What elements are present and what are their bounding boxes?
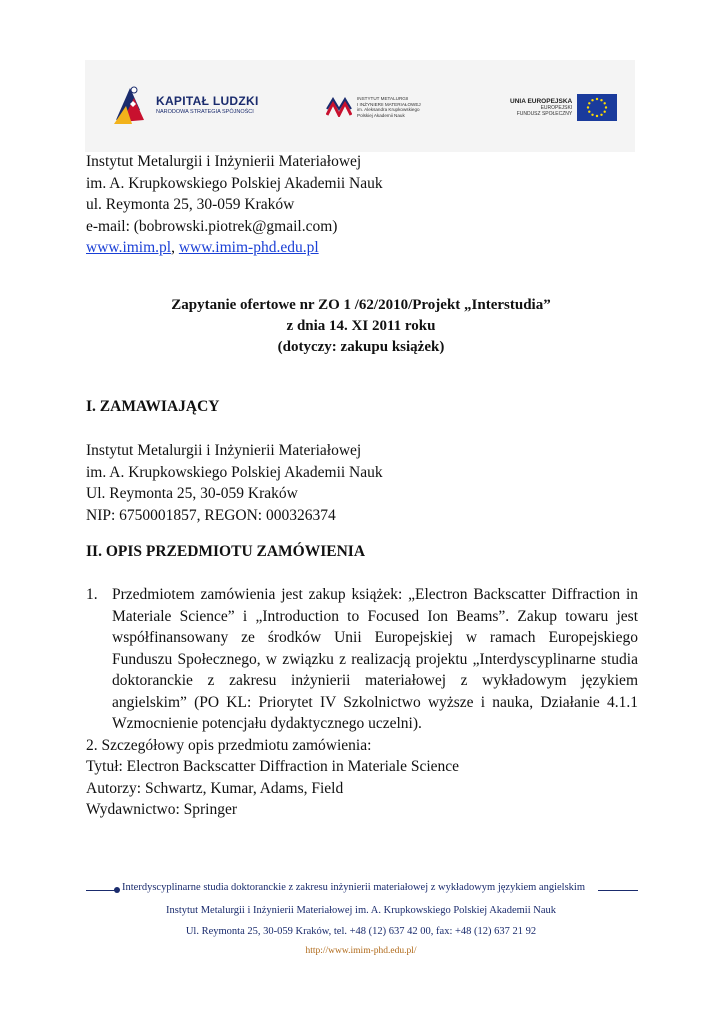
footer-rule-left — [86, 890, 116, 891]
list-item-1-number: 1. — [86, 586, 98, 603]
footer-url[interactable]: http://www.imim-phd.edu.pl/ — [305, 946, 417, 956]
sender-line-1: Instytut Metalurgii i Inżynierii Materiałowej — [86, 153, 362, 170]
footer-bullet-icon — [114, 887, 120, 893]
footer-address: Ul. Reymonta 25, 30-059 Kraków, tel. +48 (12) 637 42 00, fax: +48 (12) 637 21 92 — [185, 926, 537, 937]
sender-line-2: im. A. Krupkowskiego Polskiej Akademii Nauk — [86, 174, 383, 192]
book-publisher: Wydawnictwo: Springer — [86, 801, 238, 818]
footer-rule-right — [598, 890, 638, 891]
footer-project-name: Interdyscyplinarne studia doktoranckie z zakresu inżynierii materiałowej z wykładowym językiem angielskim — [122, 882, 586, 893]
list-item-1 — [86, 584, 638, 735]
link-separator: , — [171, 239, 179, 256]
title-line-1: Zapytanie ofertowe nr ZO 1 /62/2010/Projekt „Interstudia” — [171, 297, 551, 313]
orderer-line-1: Instytut Metalurgii i Inżynierii Materiałowej — [86, 442, 362, 459]
orderer-line-4: NIP: 6750001857, REGON: 000326374 — [86, 506, 336, 524]
title-line-3: (dotyczy: zakupu książek) — [277, 339, 445, 355]
sender-links — [86, 237, 383, 259]
imim-emblem-icon — [326, 97, 352, 117]
orderer-line-2: im. A. Krupkowskiego Polskiej Akademii Nauk — [86, 463, 383, 481]
imim-line-2: I INŻYNIERII MATERIAŁOWEJ — [357, 101, 421, 107]
sender-block — [86, 151, 383, 259]
imim-logo — [326, 96, 421, 118]
imim-phd-website-link[interactable]: www.imim-phd.edu.pl — [178, 239, 319, 256]
eu-line-2: EUROPEJSKI — [540, 105, 573, 111]
sender-email: e-mail: (bobrowski.piotrek@gmail.com) — [86, 217, 338, 235]
kapital-ludzki-subtitle: NARODOWA STRATEGIA SPÓJNOŚCI — [156, 108, 254, 115]
footer-institute: Instytut Metalurgii i Inżynierii Materiałowej im. A. Krupkowskiego Polskiej Akademii Nauk — [166, 905, 556, 916]
eu-title: UNIA EUROPEJSKA — [510, 98, 573, 105]
document-title — [86, 295, 636, 358]
imim-website-link[interactable]: www.imim.pl — [86, 239, 172, 256]
orderer-line-3: Ul. Reymonta 25, 30-059 Kraków — [86, 485, 298, 502]
eu-logo — [510, 94, 617, 121]
section-1-heading: I. ZAMAWIAJĄCY — [86, 398, 220, 415]
kapital-ludzki-logo — [110, 80, 259, 128]
kapital-ludzki-emblem-icon — [110, 80, 152, 128]
eu-line-3: FUNDUSZ SPOŁECZNY — [516, 111, 573, 117]
title-line-2: z dnia 14. XI 2011 roku — [286, 318, 436, 334]
list-item-2: 2. Szczegółowy opis przedmiotu zamówienia: — [86, 736, 372, 754]
kapital-ludzki-title: KAPITAŁ LUDZKI — [156, 93, 259, 108]
sender-line-3: ul. Reymonta 25, 30-059 Kraków — [86, 196, 295, 213]
imim-line-3: im. Aleksandra Krupkowskiego — [357, 107, 420, 113]
book-title: Tytuł: Electron Backscatter Diffraction in Materiale Science — [86, 758, 460, 775]
eu-flag-icon — [577, 94, 617, 121]
list-item-1-text: Przedmiotem zamówienia jest zakup książek: „Electron Backscatter Diffraction in Materiale Science” i „Introduction to Focused Ion Beams”. Zakup towaru jest współfinansowany ze środków Unii Europejskiej w ramach Europejskiego Funduszu Społecznego, w związku z realizacją projektu „Interdyscyplinarne studia doktoranckie z zakresu inżynierii materiałowej z wykładowym językiem angielskim” (PO KL: Priorytet IV Szkolnictwo wyższe i nauka, Działanie 4.1.1 Wzmocnienie potencjału dydaktycznego uczelni). — [112, 586, 638, 732]
orderer-block — [86, 440, 383, 526]
imim-line-4: Polskiej Akademii Nauk — [357, 112, 405, 118]
order-description — [86, 584, 638, 821]
book-authors: Autorzy: Schwartz, Kumar, Adams, Field — [86, 779, 344, 797]
imim-line-1: INSTYTUT METALURGII — [357, 96, 409, 101]
section-2-heading: II. OPIS PRZEDMIOTU ZAMÓWIENIA — [86, 543, 366, 560]
